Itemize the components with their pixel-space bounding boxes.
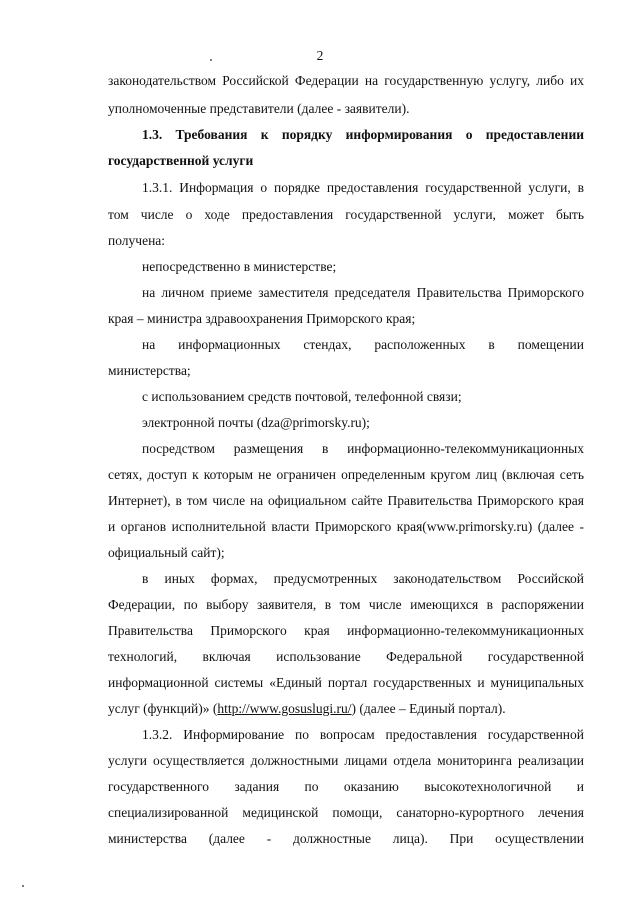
text-line: официальный сайт); <box>108 545 225 560</box>
text-line: края – министра здравоохранения Приморского края; <box>108 311 416 326</box>
gosuslugi-link[interactable]: http://www.gosuslugi.ru/ <box>217 701 352 716</box>
text-fragment: услуг (функций)» ( <box>108 701 218 716</box>
text-fragment: ) (далее – Единый портал). <box>351 701 506 716</box>
text-line: посредством размещения в информационно-телекоммуникационных <box>142 441 584 456</box>
text-line: Федерации, по выбору заявителя, в том числе имеющихся в распоряжении <box>108 597 584 612</box>
text-line: министерства; <box>108 363 191 378</box>
text-line: непосредственно в министерстве; <box>142 259 337 274</box>
text-line: сетях, доступ к которым не ограничен определенным кругом лиц (включая сеть <box>108 467 584 482</box>
text-line: электронной почты (dza@primorsky.ru); <box>142 415 370 430</box>
text-line <box>108 701 584 717</box>
text-line: законодательством Российской Федерации на государственную услугу, либо их <box>108 73 584 88</box>
text-line: 1.3.1. Информация о порядке предоставления государственной услуги, в <box>142 180 584 195</box>
text-line: услуги осуществляется должностными лицами отдела мониторинга реализации <box>108 753 584 768</box>
text-line: на информационных стендах, расположенных в помещении <box>142 337 584 352</box>
text-line: и органов исполнительной власти Приморского края(www.primorsky.ru) (далее - <box>108 519 584 534</box>
page-number: 2 <box>316 48 324 63</box>
text-line: Правительства Приморского края информационно-телекоммуникационных <box>108 623 584 638</box>
text-line: специализированной медицинской помощи, санаторно-курортного лечения <box>108 805 584 820</box>
text-line: Интернет), в том числе на официальном сайте Правительства Приморского края <box>108 493 584 508</box>
scan-speck <box>22 885 24 887</box>
text-line: 1.3.2. Информирование по вопросам предоставления государственной <box>142 727 584 742</box>
text-line: информационной системы «Единый портал государственных и муниципальных <box>108 675 584 690</box>
text-line: на личном приеме заместителя председателя Правительства Приморского <box>142 285 584 300</box>
text-line: уполномоченные представители (далее - заявители). <box>108 101 410 116</box>
text-line: получена: <box>108 233 166 248</box>
text-line: с использованием средств почтовой, телефонной связи; <box>142 389 462 404</box>
text-line: министерства (далее - должностные лица). При осуществлении <box>108 831 584 846</box>
scan-speck <box>210 59 212 61</box>
section-heading-line-1: 1.3. Требования к порядку информирования о предоставлении <box>142 127 584 142</box>
text-line: том числе о ходе предоставления государственной услуги, может быть <box>108 207 584 222</box>
text-line: технологий, включая использование Федеральной государственной <box>108 649 584 664</box>
text-line: государственного задания по оказанию высокотехнологичной и <box>108 779 584 794</box>
text-line: в иных формах, предусмотренных законодательством Российской <box>142 571 584 586</box>
section-heading-line-2: государственной услуги <box>108 153 254 168</box>
